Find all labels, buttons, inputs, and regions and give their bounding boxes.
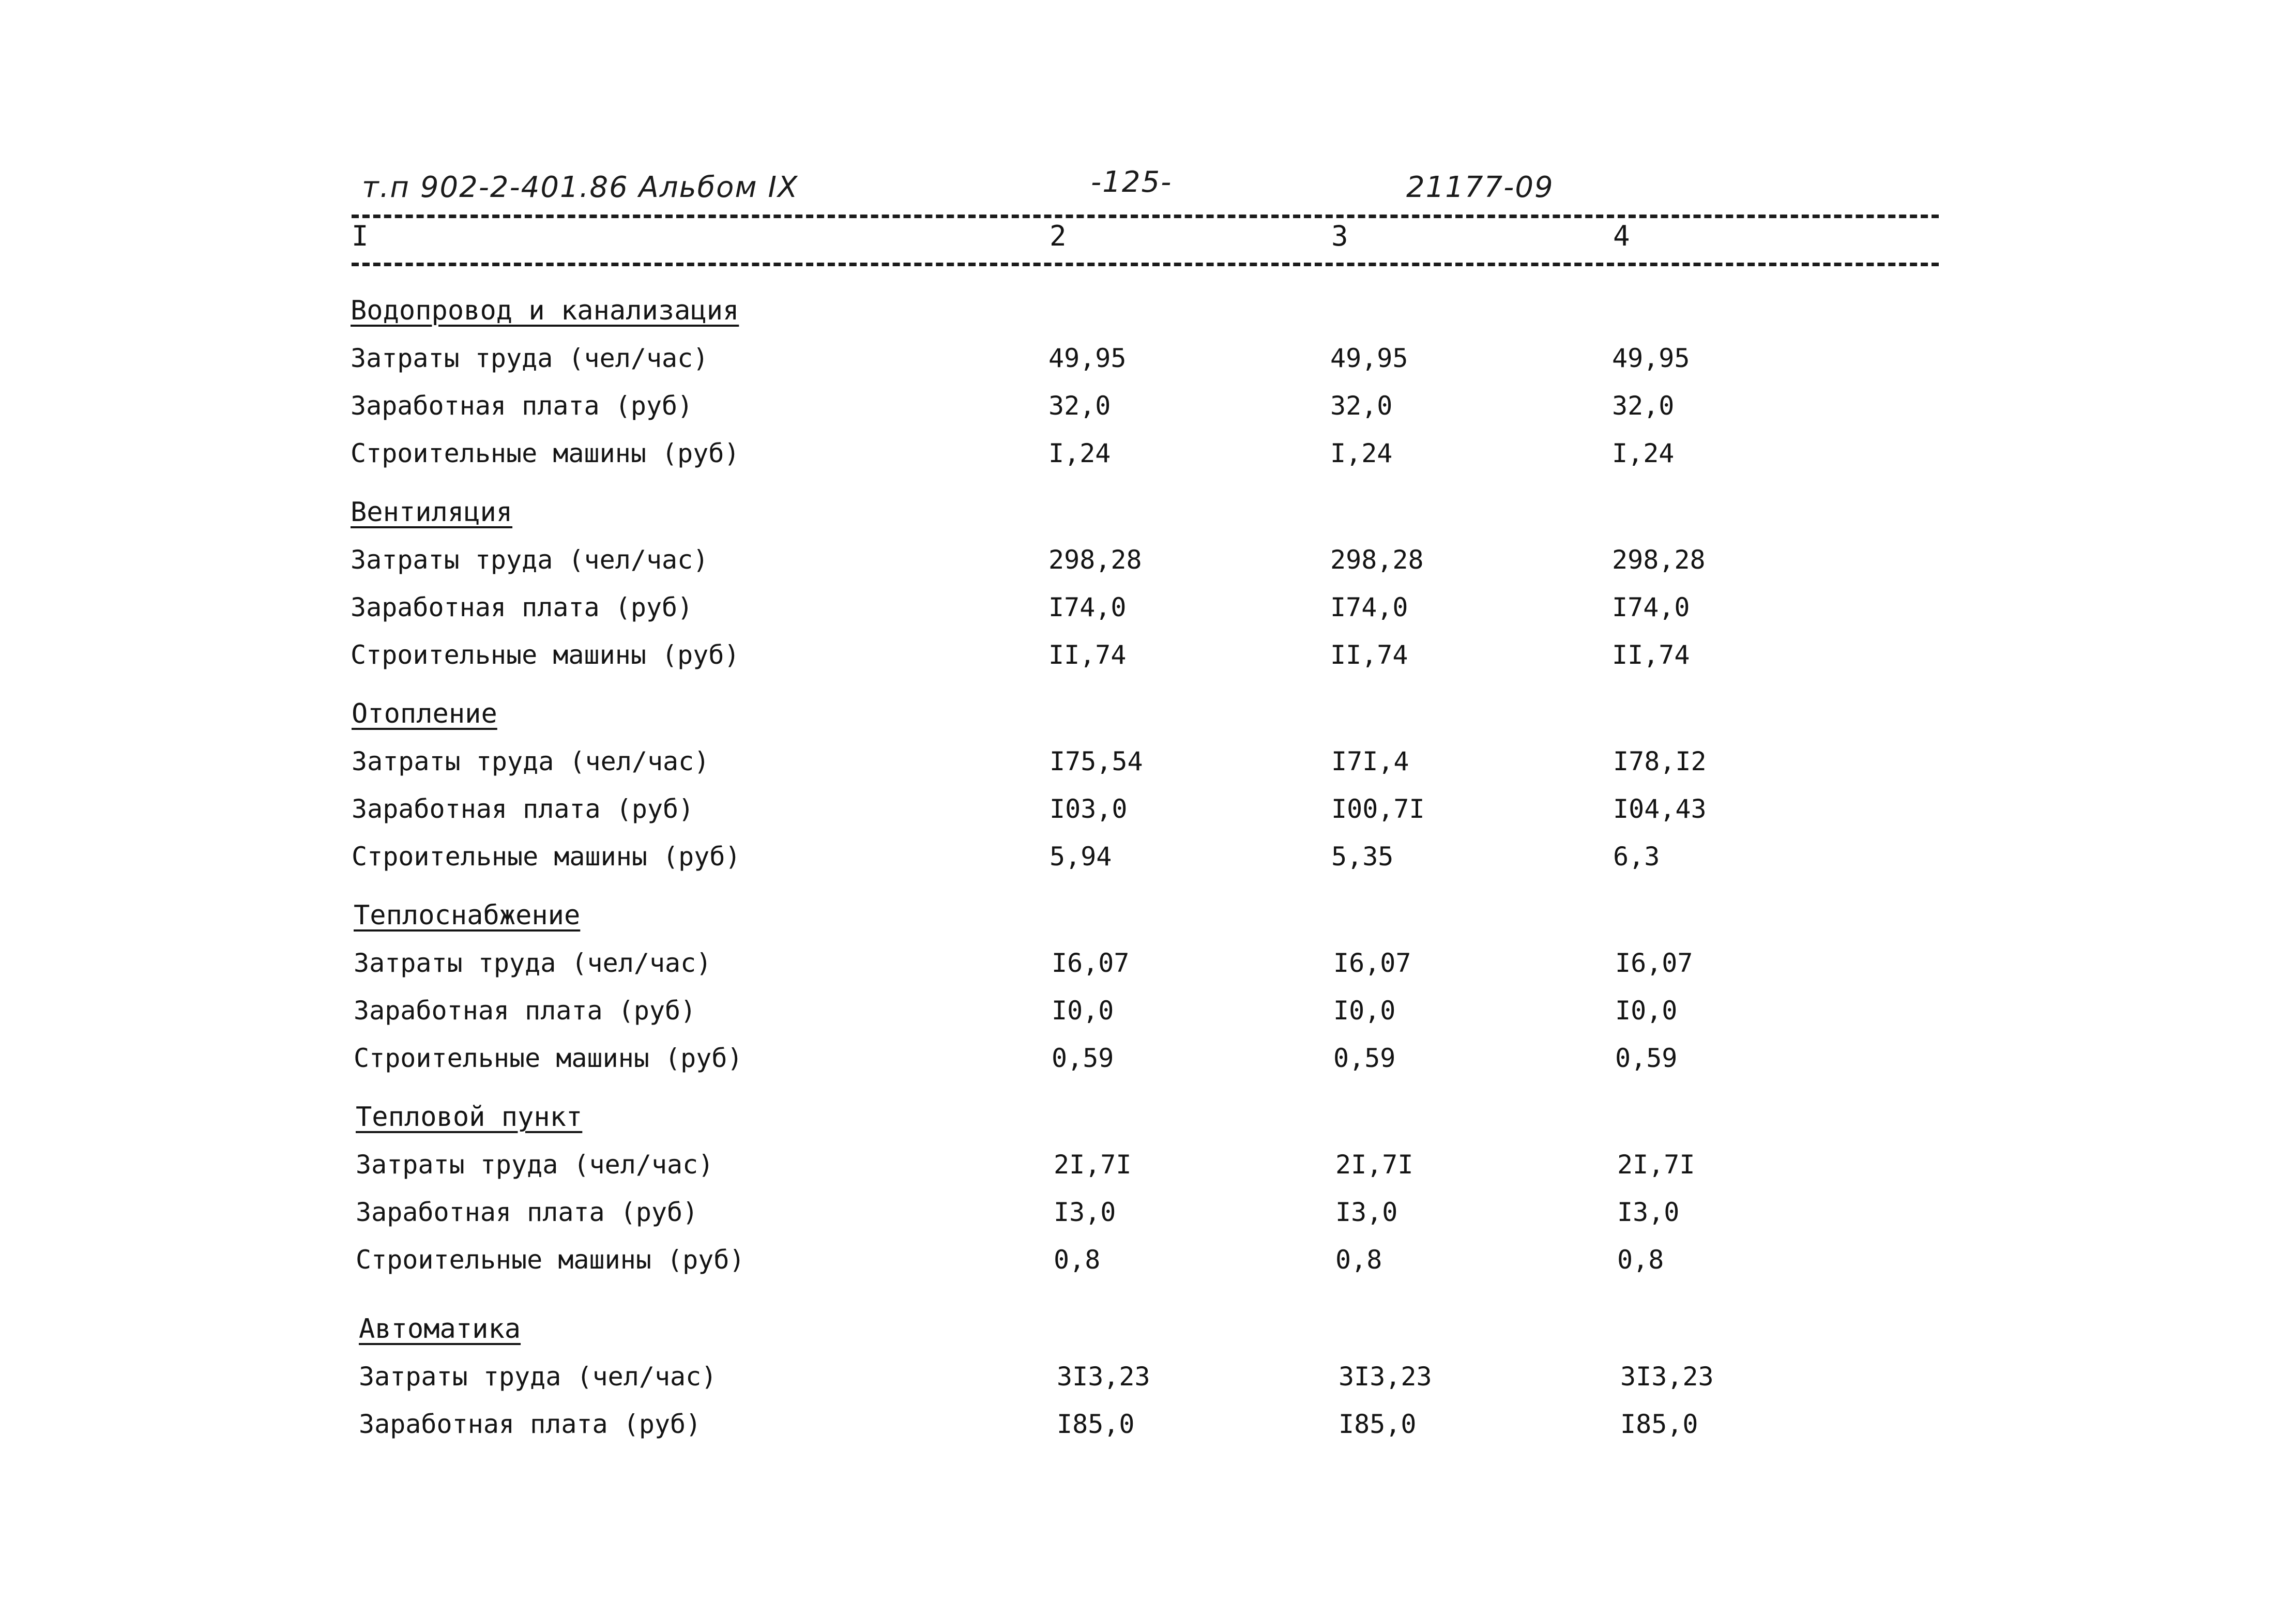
row-label: Заработная плата (руб) <box>354 996 696 1026</box>
document-code: 21177-09 <box>1406 171 1554 204</box>
row-label: Заработная плата (руб) <box>351 592 693 622</box>
table-row <box>359 1353 1962 1400</box>
value-cell-col-2: I03,0 <box>1050 794 1128 824</box>
row-label: Затраты труда (чел/час) <box>354 948 712 978</box>
row-label: Затраты труда (чел/час) <box>351 545 709 575</box>
table-row <box>359 1400 1962 1448</box>
value-cell-col-4: I04,43 <box>1613 794 1707 824</box>
page-number: -125- <box>1091 165 1173 199</box>
value-cell-col-4: I6,07 <box>1615 948 1693 978</box>
value-cell-col-4: I74,0 <box>1612 592 1690 622</box>
value-cell-col-3: I74,0 <box>1330 592 1408 622</box>
value-cell-col-3: 5,35 <box>1331 842 1394 872</box>
value-cell-col-3: 0,59 <box>1333 1043 1396 1073</box>
value-cell-col-2: I85,0 <box>1057 1409 1135 1439</box>
value-cell-col-3: I3,0 <box>1335 1197 1398 1227</box>
document-reference: т.п 902-2-401.86 Альбом IX <box>362 171 799 204</box>
value-cell-col-3: 49,95 <box>1330 343 1408 373</box>
value-cell-col-4: I85,0 <box>1620 1409 1698 1439</box>
section-title: Тепловой пункт <box>356 1102 583 1133</box>
table-row <box>352 738 1954 785</box>
row-label: Строительные машины (руб) <box>354 1043 743 1073</box>
table-row <box>352 833 1954 880</box>
table-row <box>351 584 1953 631</box>
value-cell-col-2: 3I3,23 <box>1057 1362 1150 1392</box>
value-cell-col-4: I3,0 <box>1617 1197 1680 1227</box>
value-cell-col-4: 0,59 <box>1615 1043 1678 1073</box>
table-row <box>351 631 1953 679</box>
row-label: Заработная плата (руб) <box>352 794 694 824</box>
section-title: Теплоснабжение <box>354 900 581 931</box>
section-title: Водопровод и канализация <box>351 295 739 326</box>
value-cell-col-3: 2I,7I <box>1335 1150 1413 1180</box>
table-row <box>356 1141 1958 1188</box>
value-cell-col-4: I0,0 <box>1615 996 1678 1026</box>
table-row <box>356 1188 1958 1236</box>
row-label: Затраты труда (чел/час) <box>352 746 710 776</box>
value-cell-col-2: 0,59 <box>1052 1043 1114 1073</box>
value-cell-col-3: 32,0 <box>1330 391 1393 421</box>
table-row <box>354 939 1956 987</box>
table-row <box>352 785 1954 833</box>
table-row <box>354 1034 1956 1082</box>
table-row <box>351 334 1953 382</box>
value-cell-col-3: I0,0 <box>1333 996 1396 1026</box>
value-cell-col-4: 49,95 <box>1612 343 1690 373</box>
row-label: Строительные машины (руб) <box>351 438 740 468</box>
value-cell-col-3: I6,07 <box>1333 948 1411 978</box>
row-label: Затраты труда (чел/час) <box>359 1362 717 1392</box>
value-cell-col-2: I,24 <box>1048 438 1111 468</box>
table-row <box>354 987 1956 1034</box>
value-cell-col-4: 2I,7I <box>1617 1150 1695 1180</box>
value-cell-col-4: 6,3 <box>1613 842 1660 872</box>
table-row <box>351 536 1953 584</box>
value-cell-col-3: I85,0 <box>1339 1409 1417 1439</box>
value-cell-col-2: I74,0 <box>1048 592 1127 622</box>
value-cell-col-4: 32,0 <box>1612 391 1675 421</box>
row-label: Строительные машины (руб) <box>352 842 741 872</box>
column-header-4: 4 <box>1613 220 1630 252</box>
value-cell-col-3: 0,8 <box>1335 1245 1382 1275</box>
value-cell-col-3: I00,7I <box>1331 794 1425 824</box>
value-cell-col-2: I3,0 <box>1054 1197 1116 1227</box>
value-cell-col-2: 298,28 <box>1048 545 1142 575</box>
value-cell-col-2: 2I,7I <box>1054 1150 1132 1180</box>
row-label: Заработная плата (руб) <box>356 1197 698 1227</box>
value-cell-col-4: I78,I2 <box>1613 746 1707 776</box>
value-cell-col-4: II,74 <box>1612 640 1690 670</box>
value-cell-col-3: I,24 <box>1330 438 1393 468</box>
column-header-2: 2 <box>1050 220 1067 252</box>
value-cell-col-2: 5,94 <box>1050 842 1112 872</box>
table-row <box>356 1236 1958 1284</box>
section-title: Отопление <box>352 698 497 729</box>
row-label: Строительные машины (руб) <box>351 640 740 670</box>
value-cell-col-3: I7I,4 <box>1331 746 1409 776</box>
value-cell-col-3: II,74 <box>1330 640 1408 670</box>
value-cell-col-2: II,74 <box>1048 640 1127 670</box>
value-cell-col-2: I75,54 <box>1050 746 1143 776</box>
value-cell-col-4: I,24 <box>1612 438 1675 468</box>
value-cell-col-3: 3I3,23 <box>1339 1362 1432 1392</box>
table-row <box>351 430 1953 477</box>
column-header-3: 3 <box>1331 220 1348 252</box>
row-label: Заработная плата (руб) <box>351 391 693 421</box>
table-row <box>351 382 1953 430</box>
section-title: Автоматика <box>359 1314 521 1345</box>
row-label: Строительные машины (руб) <box>356 1245 745 1275</box>
value-cell-col-2: 49,95 <box>1048 343 1127 373</box>
row-label: Затраты труда (чел/час) <box>351 343 709 373</box>
value-cell-col-4: 298,28 <box>1612 545 1706 575</box>
value-cell-col-4: 0,8 <box>1617 1245 1664 1275</box>
value-cell-col-4: 3I3,23 <box>1620 1362 1714 1392</box>
value-cell-col-2: I0,0 <box>1052 996 1114 1026</box>
row-label: Заработная плата (руб) <box>359 1409 702 1439</box>
section-title: Вентиляция <box>351 497 513 528</box>
column-header-1: I <box>352 220 369 252</box>
row-label: Затраты труда (чел/час) <box>356 1150 714 1180</box>
value-cell-col-2: 32,0 <box>1048 391 1111 421</box>
value-cell-col-3: 298,28 <box>1330 545 1424 575</box>
value-cell-col-2: 0,8 <box>1054 1245 1101 1275</box>
value-cell-col-2: I6,07 <box>1052 948 1130 978</box>
